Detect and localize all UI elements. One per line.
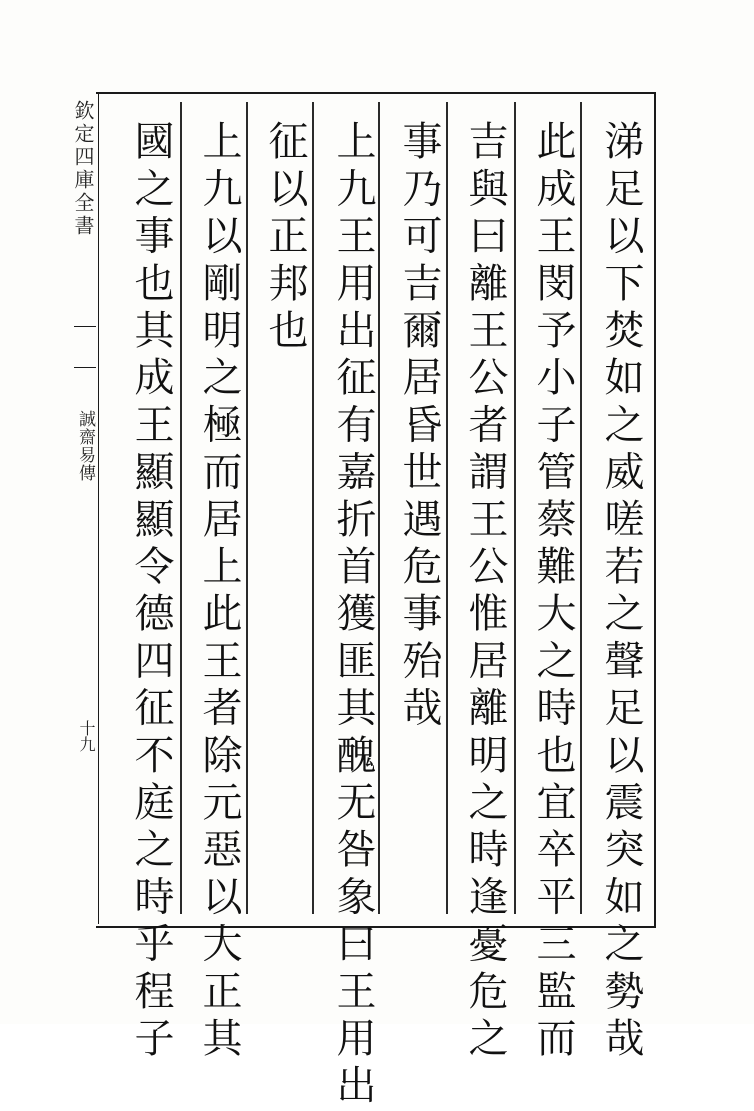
text-column-8: 國之事也其成王顯顯令德四征不庭之時乎程子: [128, 120, 174, 1064]
column-rule: [446, 102, 448, 914]
column-rule: [312, 102, 314, 914]
margin-title: 欽定四庫全書: [71, 100, 95, 238]
text-column-6: 征以正邦也: [262, 120, 308, 356]
text-column-7: 上九以剛明之極而居上此王者除元惡以大正其: [196, 120, 242, 1064]
column-rule: [580, 102, 582, 914]
text-column-2: 此成王閔予小子管蔡難大之時也宜卒平三監而: [530, 120, 576, 1064]
fish-tail-mark: [74, 326, 96, 368]
text-column-5: 上九王用出征有嘉折首獲匪其醜无咎象曰王用出: [330, 120, 376, 1111]
column-rule: [514, 102, 516, 914]
text-column-1: 涕足以下焚如之威嗟若之聲足以震突如之勢哉: [598, 120, 644, 1064]
text-column-4: 事乃可吉爾居昏世遇危事殆哉: [396, 120, 442, 734]
column-rule: [246, 102, 248, 914]
text-column-3: 吉與曰離王公者謂王公惟居離明之時逢憂危之: [462, 120, 508, 1064]
column-rule: [180, 102, 182, 914]
margin-page-number: 十九: [77, 720, 96, 752]
margin-book-title: 誠齋易傳: [75, 410, 95, 482]
